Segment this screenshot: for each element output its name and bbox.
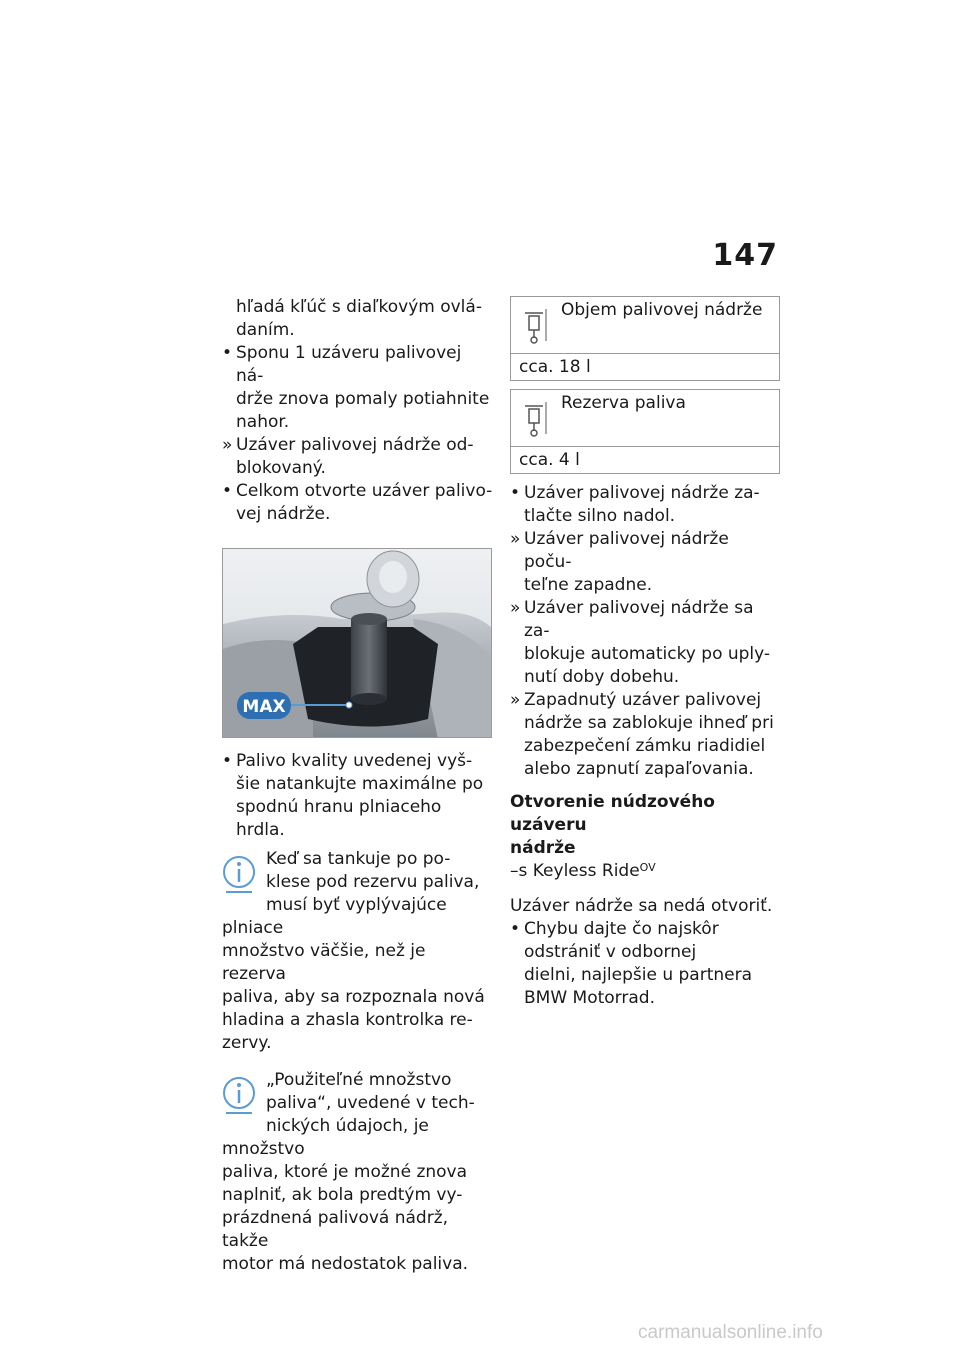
fuel-filler-figure [222,548,492,738]
list-item: » Uzáver palivovej nádrže sa za- [510,598,754,641]
note-line: zervy. [222,1033,272,1053]
note-line: hladina a zhasla kontrolka re- [222,1010,473,1030]
list-item: zabezpečení zámku riadidiel [524,736,766,756]
list-item: daním. [236,320,295,340]
list-item: • Chybu dajte čo najskôr [510,919,719,939]
spec-label: Objem palivovej nádrže [561,300,763,320]
list-item: drže znova pomaly potiahnite [236,389,490,409]
info-icon [222,854,256,894]
paragraph: Uzáver nádrže sa nedá otvoriť. [510,896,773,916]
list-item: odstrániť v odbornej [524,942,697,962]
note-line: musí byť vyplývajúce plniace [222,895,447,938]
list-item: • Uzáver palivovej nádrže za- [510,483,760,503]
list-item: blokovaný. [236,458,326,478]
note-line: množstvo väčšie, než je rezerva [222,941,426,984]
list-item: nádrže sa zablokuje ihneď pri [524,713,774,733]
list-item: • Palivo kvality uvedenej vyš- [222,751,473,771]
list-item: BMW Motorrad. [524,988,655,1008]
fuel-filler-illustration [223,549,492,738]
info-note [222,1069,494,1276]
list-item: alebo zapnutí zapaľovania. [524,759,754,779]
note-line: paliva, aby sa rozpoznala nová [222,987,485,1007]
list-item: dielni, najlepšie u partnera [524,965,753,985]
page-number: 147 [712,238,778,273]
spec-label: Rezerva paliva [561,393,686,413]
note-line: paliva“, uvedené v tech- [266,1093,475,1113]
note-line: klese pod rezervu paliva, [266,872,480,892]
list-item: hľadá kľúč s diaľkovým ovlá- [236,297,482,317]
max-label: MAX [242,697,286,717]
spec-table-fuel-reserve [510,389,780,474]
fuel-pump-icon [523,398,549,438]
list-item: • Sponu 1 uzáveru palivovej ná- [222,343,462,386]
list-item: nutí doby dobehu. [524,667,680,687]
list-item: » Uzáver palivovej nádrže od- [222,435,474,455]
note-line: paliva, ktoré je možné znova [222,1162,468,1182]
list-item: blokuje automaticky po uply- [524,644,771,664]
note-line: naplniť, ak bola predtým vy- [222,1185,463,1205]
note-line: „Použiteľné množstvo [266,1070,452,1090]
spec-table-tank-capacity [510,296,780,381]
info-note [222,848,494,1055]
section-subheading: –s Keyless Ride$^{OV}$ [510,861,656,881]
list-item: spodnú hranu plniaceho hrdla. [236,797,442,840]
note-line: Keď sa tankuje po po- [266,849,451,869]
fuel-pump-icon [523,305,549,345]
list-item: » Uzáver palivovej nádrže poču- [510,529,729,572]
spec-value: cca. 18 l [519,357,591,377]
note-line: prázdnená palivová nádrž, takže [222,1208,449,1251]
list-item: šie natankujte maximálne po [236,774,484,794]
left-column [222,296,494,1276]
right-column [510,296,780,1010]
section-heading: Otvorenie núdzového uzáveru nádrže [510,792,715,858]
list-item: nahor. [236,412,290,432]
list-item: tlačte silno nadol. [524,506,676,526]
list-item: teľne zapadne. [524,575,653,595]
watermark: carmanualsonline.info [638,1322,823,1343]
spec-value: cca. 4 l [519,450,580,470]
note-line: motor má nedostatok paliva. [222,1254,469,1274]
note-line: nických údajoch, je množstvo [222,1116,429,1159]
info-icon [222,1075,256,1115]
list-item: • Celkom otvorte uzáver palivo- [222,481,493,501]
list-item: vej nádrže. [236,504,331,524]
list-item: » Zapadnutý uzáver palivovej [510,690,762,710]
